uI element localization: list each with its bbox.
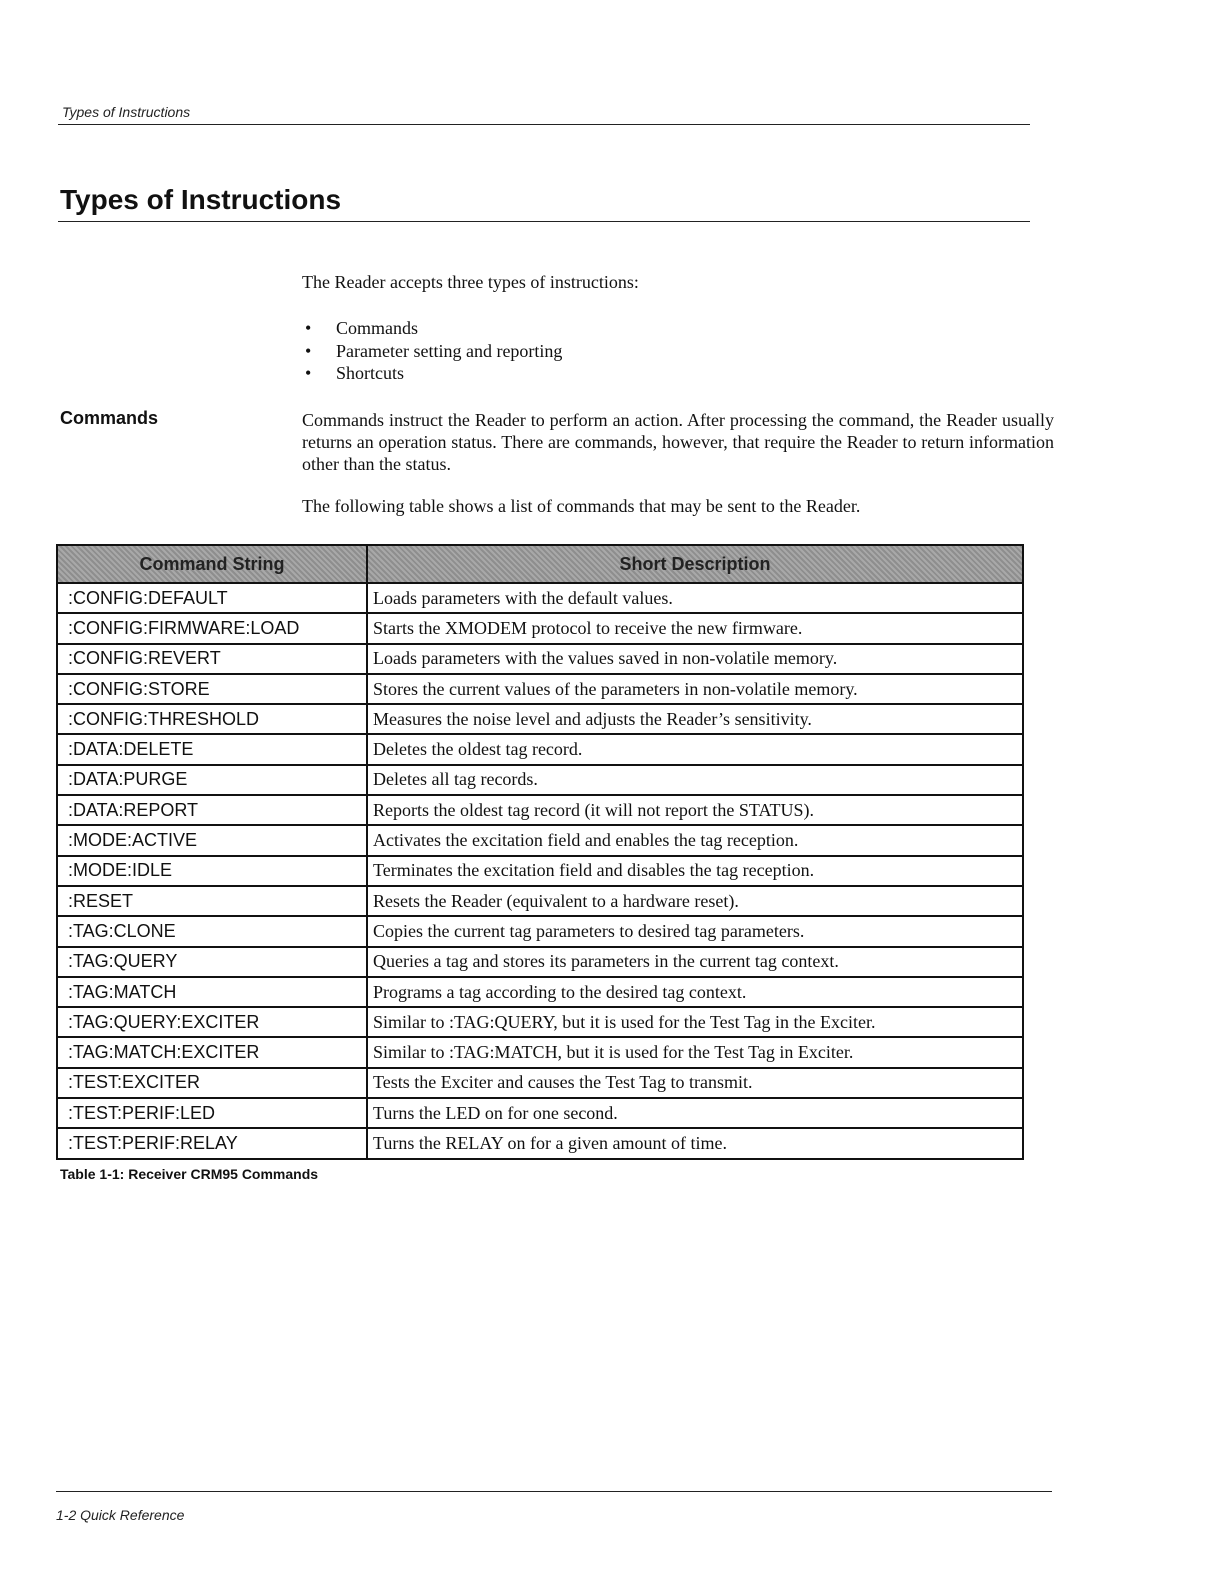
command-cell: :TAG:MATCH	[57, 977, 367, 1007]
table-row	[57, 795, 1023, 825]
description-cell: Loads parameters with the default values.	[367, 583, 1023, 613]
command-cell: :CONFIG:REVERT	[57, 644, 367, 674]
command-cell: :MODE:IDLE	[57, 856, 367, 886]
table-row	[57, 886, 1023, 916]
table-row	[57, 644, 1023, 674]
description-cell: Stores the current values of the parameters in non-volatile memory.	[367, 674, 1023, 704]
commands-paragraph: Commands instruct the Reader to perform an action. After processing the command, the Reader usually returns an operation status. There are commands, however, that require the Reader to return information other than the status.	[302, 410, 1054, 474]
command-cell: :TAG:MATCH:EXCITER	[57, 1037, 367, 1067]
description-cell: Loads parameters with the values saved in non-volatile memory.	[367, 644, 1023, 674]
commands-heading: Commands	[60, 408, 159, 428]
instruction-types-list	[302, 317, 562, 385]
command-cell: :TAG:CLONE	[57, 916, 367, 946]
list-item-label: Parameter setting and reporting	[336, 340, 563, 361]
table-row	[57, 916, 1023, 946]
page-footer: 1-2 Quick Reference	[56, 1507, 185, 1523]
description-cell: Deletes the oldest tag record.	[367, 734, 1023, 764]
description-cell: Tests the Exciter and causes the Test Tag to transmit.	[367, 1068, 1023, 1098]
bullet-icon: •	[305, 363, 312, 383]
table-caption: Table 1-1: Receiver CRM95 Commands	[60, 1166, 319, 1182]
intro-text: The Reader accepts three types of instructions:	[302, 272, 639, 292]
description-cell: Measures the noise level and adjusts the Reader’s sensitivity.	[367, 704, 1023, 734]
description-cell: Resets the Reader (equivalent to a hardware reset).	[367, 886, 1023, 916]
table-row	[57, 1128, 1023, 1158]
command-cell: :DATA:DELETE	[57, 734, 367, 764]
list-item	[302, 317, 562, 340]
description-cell: Reports the oldest tag record (it will not report the STATUS).	[367, 795, 1023, 825]
commands-table	[56, 544, 1024, 1160]
command-cell: :CONFIG:DEFAULT	[57, 583, 367, 613]
description-cell: Similar to :TAG:MATCH, but it is used for the Test Tag in Exciter.	[367, 1037, 1023, 1067]
table-row	[57, 977, 1023, 1007]
description-cell: Programs a tag according to the desired tag context.	[367, 977, 1023, 1007]
header-rule	[58, 124, 1030, 125]
table-row	[57, 947, 1023, 977]
description-cell: Deletes all tag records.	[367, 765, 1023, 795]
command-cell: :CONFIG:FIRMWARE:LOAD	[57, 613, 367, 643]
table-row	[57, 1068, 1023, 1098]
command-cell: :DATA:REPORT	[57, 795, 367, 825]
table-row	[57, 825, 1023, 855]
table-row	[57, 1007, 1023, 1037]
bullet-icon: •	[305, 340, 312, 361]
command-cell: :MODE:ACTIVE	[57, 825, 367, 855]
description-cell: Turns the LED on for one second.	[367, 1098, 1023, 1128]
description-cell: Queries a tag and stores its parameters in the current tag context.	[367, 947, 1023, 977]
command-cell: :DATA:PURGE	[57, 765, 367, 795]
command-cell: :TAG:QUERY	[57, 947, 367, 977]
title-rule	[58, 221, 1030, 222]
bullet-icon: •	[305, 318, 312, 338]
description-cell: Starts the XMODEM protocol to receive the new firmware.	[367, 613, 1023, 643]
table-row	[57, 1098, 1023, 1128]
column-header-command: Command String	[57, 545, 367, 583]
command-cell: :TEST:EXCITER	[57, 1068, 367, 1098]
description-cell: Copies the current tag parameters to desired tag parameters.	[367, 916, 1023, 946]
table-row	[57, 613, 1023, 643]
table-row	[57, 856, 1023, 886]
table-row	[57, 734, 1023, 764]
description-cell: Activates the excitation field and enables the tag reception.	[367, 825, 1023, 855]
list-item-label: Shortcuts	[336, 363, 405, 383]
running-header: Types of Instructions	[62, 104, 191, 120]
list-item	[302, 362, 562, 385]
description-cell: Turns the RELAY on for a given amount of time.	[367, 1128, 1023, 1158]
command-cell: :TEST:PERIF:RELAY	[57, 1128, 367, 1158]
table-row	[57, 583, 1023, 613]
command-cell: :TAG:QUERY:EXCITER	[57, 1007, 367, 1037]
description-cell: Terminates the excitation field and disables the tag reception.	[367, 856, 1023, 886]
list-item-label: Commands	[336, 318, 419, 338]
table-row	[57, 704, 1023, 734]
description-cell: Similar to :TAG:QUERY, but it is used for the Test Tag in the Exciter.	[367, 1007, 1023, 1037]
table-row	[57, 1037, 1023, 1067]
command-cell: :RESET	[57, 886, 367, 916]
table-header-row	[57, 545, 1023, 583]
table-intro-paragraph: The following table shows a list of commands that may be sent to the Reader.	[302, 496, 861, 516]
command-cell: :TEST:PERIF:LED	[57, 1098, 367, 1128]
table-row	[57, 765, 1023, 795]
command-cell: :CONFIG:STORE	[57, 674, 367, 704]
table-row	[57, 674, 1023, 704]
command-cell: :CONFIG:THRESHOLD	[57, 704, 367, 734]
section-title: Types of Instructions	[60, 184, 342, 215]
footer-rule	[56, 1491, 1052, 1492]
list-item	[302, 340, 562, 363]
column-header-description: Short Description	[367, 545, 1023, 583]
